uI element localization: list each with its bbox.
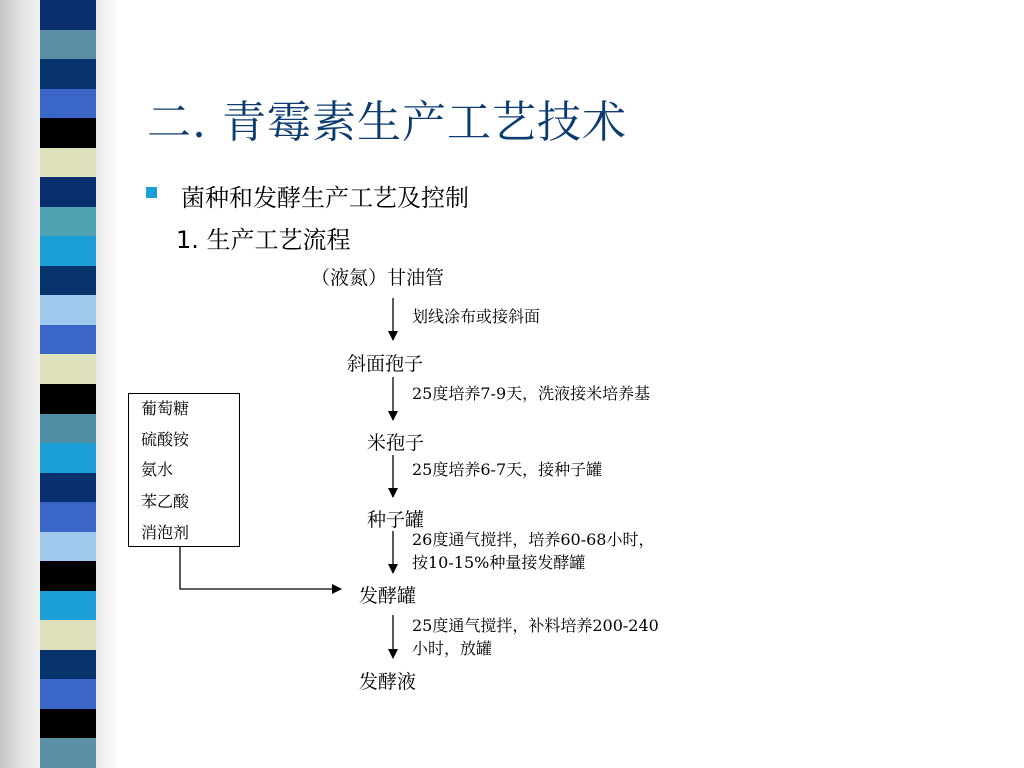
subheading-text: 生产工艺流程 [206, 226, 351, 254]
additive-item: 硫酸铵 [141, 430, 190, 449]
subheading-number: 1. [176, 226, 199, 254]
flow-node-slant-spores: 斜面孢子 [347, 353, 424, 375]
slide-title: 二. 青霉素生产工艺技术 [147, 97, 627, 148]
additive-item: 苯乙酸 [141, 492, 190, 511]
flow-step-4-line-2: 按10-15%种量接发酵罐 [412, 553, 586, 572]
additive-item: 葡萄糖 [141, 399, 190, 418]
additive-item: 氨水 [141, 460, 174, 479]
flow-node-rice-spores: 米孢子 [367, 432, 425, 454]
flow-step-1-line-1: 划线涂布或接斜面 [412, 307, 541, 326]
flow-step-5-line-2: 小时，放罐 [412, 639, 493, 658]
additive-item: 消泡剂 [141, 523, 190, 542]
flow-step-3-line-1: 25度培养6-7天，接种子罐 [412, 460, 603, 479]
flow-step-2-line-1: 25度培养7-9天，洗液接米培养基 [412, 384, 651, 403]
flow-step-4-line-1: 26度通气搅拌，培养60-68小时， [412, 530, 655, 549]
additives-connector-arrow [180, 547, 341, 589]
flow-step-5-line-1: 25度通气搅拌，补料培养200-240 [412, 616, 659, 635]
bullet-text: 菌种和发酵生产工艺及控制 [181, 184, 469, 212]
flow-node-fermentation-broth: 发酵液 [359, 671, 417, 693]
flow-node-glycerol-tube: （液氮）甘油管 [311, 267, 445, 289]
flow-node-seed-tank: 种子罐 [367, 509, 425, 531]
flow-node-fermentation-tank: 发酵罐 [359, 585, 417, 607]
